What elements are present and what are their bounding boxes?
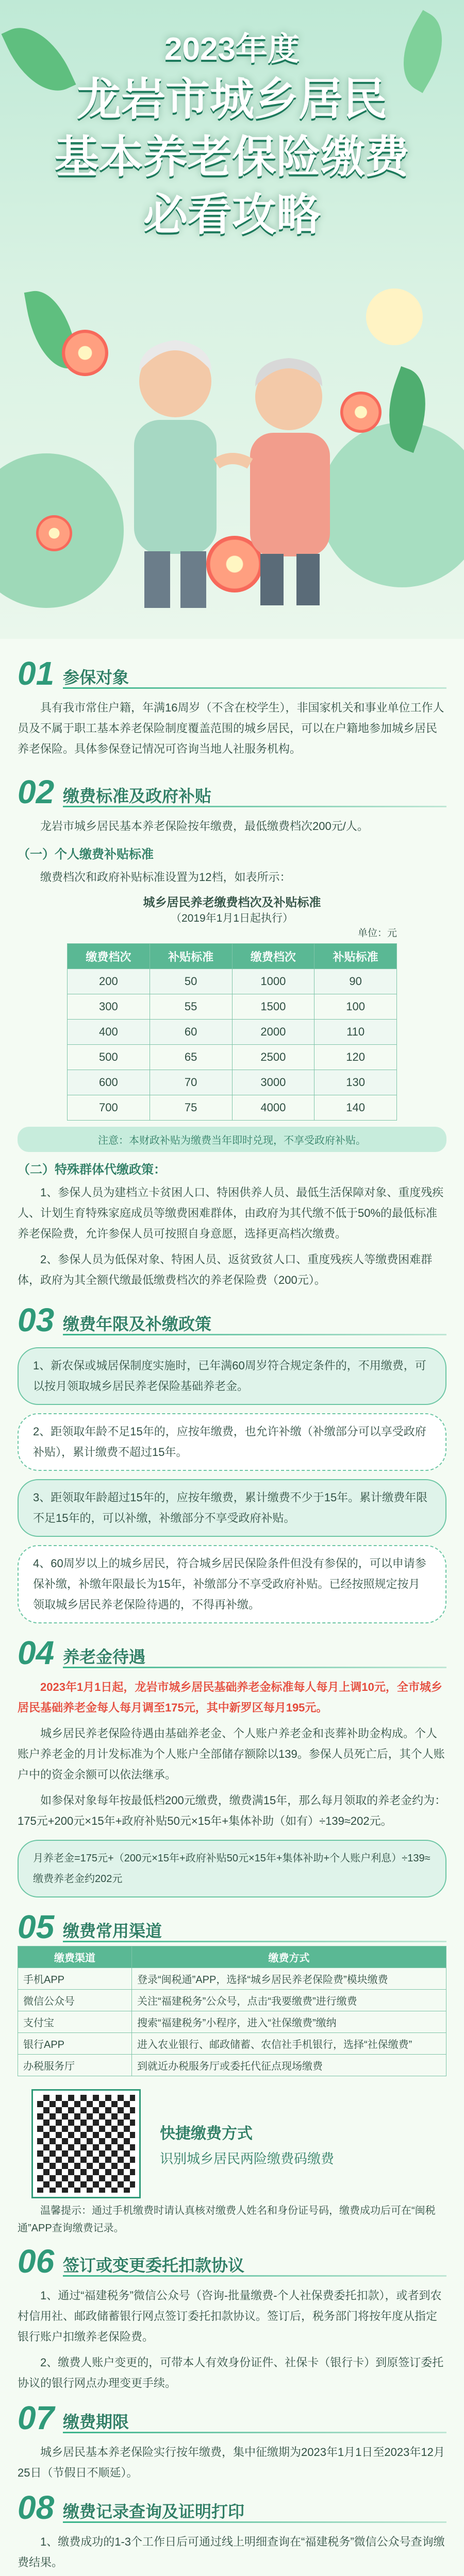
section-title: 缴费记录查询及证明打印 xyxy=(63,2502,245,2521)
table-cell: 300 xyxy=(68,994,150,1020)
table-cell: 130 xyxy=(314,1070,397,1095)
section-title: 参保对象 xyxy=(63,668,129,687)
section-body: 1、缴费成功的1-3个工作日后可通过线上明细查询在“福建税务”微信公众号查询缴费结果。 xyxy=(18,2535,445,2569)
table-header: 缴费档次 xyxy=(232,944,314,969)
benefit-body: 城乡居民养老保险待遇由基础养老金、个人账户养老金和丧葬补助金构成。个人账户养老金的月计发标准为个人账户全部储存额除以139。参保人员死亡后，其个人账户中的资金余额可以依法继承。 xyxy=(18,1727,445,1781)
section-body: 1、通过“福建税务”微信公众号（咨询-批量缴费-个人社保费委托扣款），或者到农村信用社、邮政储蓄银行网点签订委托扣款协议。签订后，税务部门将按年度从指定银行账户扣缴养老保险费。 xyxy=(18,2289,442,2343)
channel-row xyxy=(18,2033,446,2055)
subsidy-row xyxy=(68,1070,397,1095)
table-subtitle: （2019年1月1日起执行） xyxy=(170,912,294,924)
hero-title-line3: 基本养老保险缴费 xyxy=(55,132,409,182)
table-cell: 进入农业银行、邮政储蓄、农信社手机银行，选择“社保缴费” xyxy=(132,2033,446,2055)
table-cell: 手机APP xyxy=(18,1968,132,1990)
table-cell: 60 xyxy=(150,1020,232,1045)
table-cell: 120 xyxy=(314,1045,397,1070)
table-cell: 55 xyxy=(150,994,232,1020)
table-cell: 关注“福建税务”公众号，点击“我要缴费”进行缴费 xyxy=(132,1990,446,2011)
subsidy-row xyxy=(68,1045,397,1070)
hero-title xyxy=(0,28,464,244)
hero-title-line4: 必看攻略 xyxy=(143,190,321,240)
table-cell: 到就近办税服务厅或委托代征点现场缴费 xyxy=(132,2055,446,2076)
section-number: 08 xyxy=(18,2489,55,2526)
subsidy-note: 注意：本财政补贴为缴费当年即时兑现，不享受政府补贴。 xyxy=(18,1127,446,1152)
table-cell: 2000 xyxy=(232,1020,314,1045)
benefit-formula: 月养老金=175元+（200元×15年+政府补贴50元×15年+集体补助+个人账户利息）÷139≈缴费养老金约202元 xyxy=(18,1840,446,1897)
subsection-body: 缴费档次和政府补贴标准设置为12档，如表所示： xyxy=(40,871,291,884)
section-body: 具有我市常住户籍，年满16周岁（不含在校学生），非国家机关和事业单位工作人员及不属于职工基本养老保险制度覆盖范围的城乡居民，可以在户籍地参加城乡居民养老保险。具体参保登记情况可咨询当地人社服务机构。 xyxy=(18,701,444,755)
section-participants xyxy=(18,654,446,759)
subsidy-row xyxy=(68,1095,397,1121)
table-cell: 50 xyxy=(150,969,232,994)
benefit-example: 如参保对象每年按最低档200元缴费，缴费满15年，那么每月领取的养老金约为：175元+200元×15年+政府补贴50元×15年+集体补助（如有）÷139≈202元。 xyxy=(18,1794,446,1827)
table-cell: 银行APP xyxy=(18,2033,132,2055)
channel-row xyxy=(18,1990,446,2011)
table-cell: 登录“闽税通”APP，选择“城乡居民养老保险费”模块缴费 xyxy=(132,1968,446,1990)
section-number: 03 xyxy=(18,1301,55,1338)
hero-banner xyxy=(0,0,464,639)
subsection-title: （一）个人缴费补贴标准 xyxy=(18,848,154,861)
policy-item: 1、新农保或城居保制度实施时，已年满60周岁符合规定条件的，不用缴费，可以按月领取城乡居民养老保险基础养老金。 xyxy=(18,1347,446,1405)
policy-item: 2、距领取年龄不足15年的，应按年缴费，也允许补缴（补缴部分可以享受政府补贴），累计缴费不超过15年。 xyxy=(18,1413,446,1471)
table-cell: 办税服务厅 xyxy=(18,2055,132,2076)
table-cell: 140 xyxy=(314,1095,397,1121)
section-payment-standard xyxy=(18,773,446,1291)
table-unit: 单位：元 xyxy=(357,928,397,939)
section-intro: 龙岩市城乡居民基本养老保险按年缴费，最低缴费档次200元/人。 xyxy=(40,820,369,833)
table-cell: 4000 xyxy=(232,1095,314,1121)
qr-code-icon[interactable] xyxy=(33,2091,139,2197)
table-cell: 1000 xyxy=(232,969,314,994)
section-body: 城乡居民基本养老保险实行按年缴费，集中征缴期为2023年1月1日至2023年12月25日（节假日不顺延）。 xyxy=(18,2446,445,2479)
section-number: 01 xyxy=(18,655,55,692)
table-cell: 100 xyxy=(314,994,397,1020)
table-cell: 500 xyxy=(68,1045,150,1070)
qr-caption-title: 快捷缴费方式 xyxy=(160,2125,253,2142)
subsidy-row xyxy=(68,969,397,994)
qr-caption-text: 识别城乡居民两险缴费码缴费 xyxy=(160,2150,335,2166)
table-cell: 65 xyxy=(150,1045,232,1070)
channel-row xyxy=(18,1968,446,1990)
table-cell: 微信公众号 xyxy=(18,1990,132,2011)
table-cell: 搜索“福建税务”小程序，进入“社保缴费”缴纳 xyxy=(132,2011,446,2033)
hero-title-line1: 2023年度 xyxy=(164,31,300,67)
table-header: 缴费渠道 xyxy=(18,1946,132,1968)
table-header: 补贴标准 xyxy=(314,944,397,969)
section-payment-period xyxy=(18,2399,446,2483)
subsidy-row xyxy=(68,1020,397,1045)
table-title: 城乡居民养老缴费档次及补贴标准 xyxy=(143,895,321,909)
table-cell: 200 xyxy=(68,969,150,994)
policy-item: 4、60周岁以上的城乡居民，符合城乡居民保险条件但没有参保的，可以申请参保补缴，补缴年限最长为15年，补缴部分不享受政府补贴。已经按照规定按月领取城乡居民养老保险待遇的，不得再补缴。 xyxy=(18,1545,446,1623)
policy-item: 3、距领取年龄超过15年的，应按年缴费，累计缴费不少于15年。累计缴费年限不足15年的，可以补缴，补缴部分不享受政府补贴。 xyxy=(18,1479,446,1537)
table-cell: 90 xyxy=(314,969,397,994)
table-header: 补贴标准 xyxy=(150,944,232,969)
section-number: 05 xyxy=(18,1908,55,1945)
subsidy-row xyxy=(68,994,397,1020)
table-cell: 110 xyxy=(314,1020,397,1045)
table-cell: 2500 xyxy=(232,1045,314,1070)
section-title: 缴费标准及政府补贴 xyxy=(63,787,212,805)
section-number: 02 xyxy=(18,773,55,810)
benefit-highlight: 2023年1月1日起，龙岩市城乡居民基础养老金标准每人每月上调10元，全市城乡居民基础养老金每人每月调至175元，其中新罗区每月195元。 xyxy=(18,1681,442,1714)
section-title: 养老金待遇 xyxy=(63,1648,146,1666)
table-header: 缴费方式 xyxy=(132,1946,446,1968)
table-header: 缴费档次 xyxy=(68,944,150,969)
subsidy-table xyxy=(67,943,397,1121)
section-title: 缴费期限 xyxy=(63,2413,129,2431)
section-debit-agreement xyxy=(18,2242,446,2394)
section-number: 06 xyxy=(18,2243,55,2280)
section-payment-channels xyxy=(18,1908,446,2237)
table-cell: 1500 xyxy=(232,994,314,1020)
section-body: 2、缴费人账户变更的，可带本人有效身份证件、社保卡（银行卡）到原签订委托协议的银行网点办理变更手续。 xyxy=(18,2356,444,2389)
section-number: 07 xyxy=(18,2399,55,2436)
section-title: 签订或变更委托扣款协议 xyxy=(63,2256,245,2275)
section-title: 缴费常用渠道 xyxy=(63,1922,162,1940)
table-cell: 支付宝 xyxy=(18,2011,132,2033)
elderly-couple-illustration xyxy=(67,309,397,618)
table-cell: 75 xyxy=(150,1095,232,1121)
hero-title-line2: 龙岩市城乡居民 xyxy=(77,75,387,124)
subsection-body: 2、参保人员为低保对象、特困人员、返贫致贫人口、重度残疾人等缴费困难群体，政府为其全额代缴最低缴费档次的养老保险费（200元）。 xyxy=(18,1253,433,1286)
section-payment-years xyxy=(18,1301,446,1623)
channel-table xyxy=(18,1946,446,2076)
channel-row xyxy=(18,2055,446,2076)
section-title: 缴费年限及补缴政策 xyxy=(63,1315,212,1333)
channel-row xyxy=(18,2011,446,2033)
table-cell: 700 xyxy=(68,1095,150,1121)
section-number: 04 xyxy=(18,1634,55,1671)
subsection-title: （二）特殊群体代缴政策： xyxy=(18,1163,166,1177)
payment-tips: 温馨提示：通过手机缴费时请认真核对缴费人姓名和身份证号码，缴费成功后可在“闽税通”APP查询缴费记录。 xyxy=(18,2205,436,2234)
subsection-body: 1、参保人员为建档立卡贫困人口、特困供养人员、最低生活保障对象、重度残疾人、计划生育特殊家庭成员等缴费困难群体，由政府为其代缴不低于50%的最低标准养老保险费，允许参保人员可按照自身意愿，选择更高档次缴费。 xyxy=(18,1186,444,1240)
section-pension-benefits xyxy=(18,1634,446,1897)
table-cell: 70 xyxy=(150,1070,232,1095)
qr-block xyxy=(33,2091,446,2197)
table-cell: 600 xyxy=(68,1070,150,1095)
table-cell: 3000 xyxy=(232,1070,314,1095)
section-record-query xyxy=(18,2488,446,2576)
table-cell: 400 xyxy=(68,1020,150,1045)
